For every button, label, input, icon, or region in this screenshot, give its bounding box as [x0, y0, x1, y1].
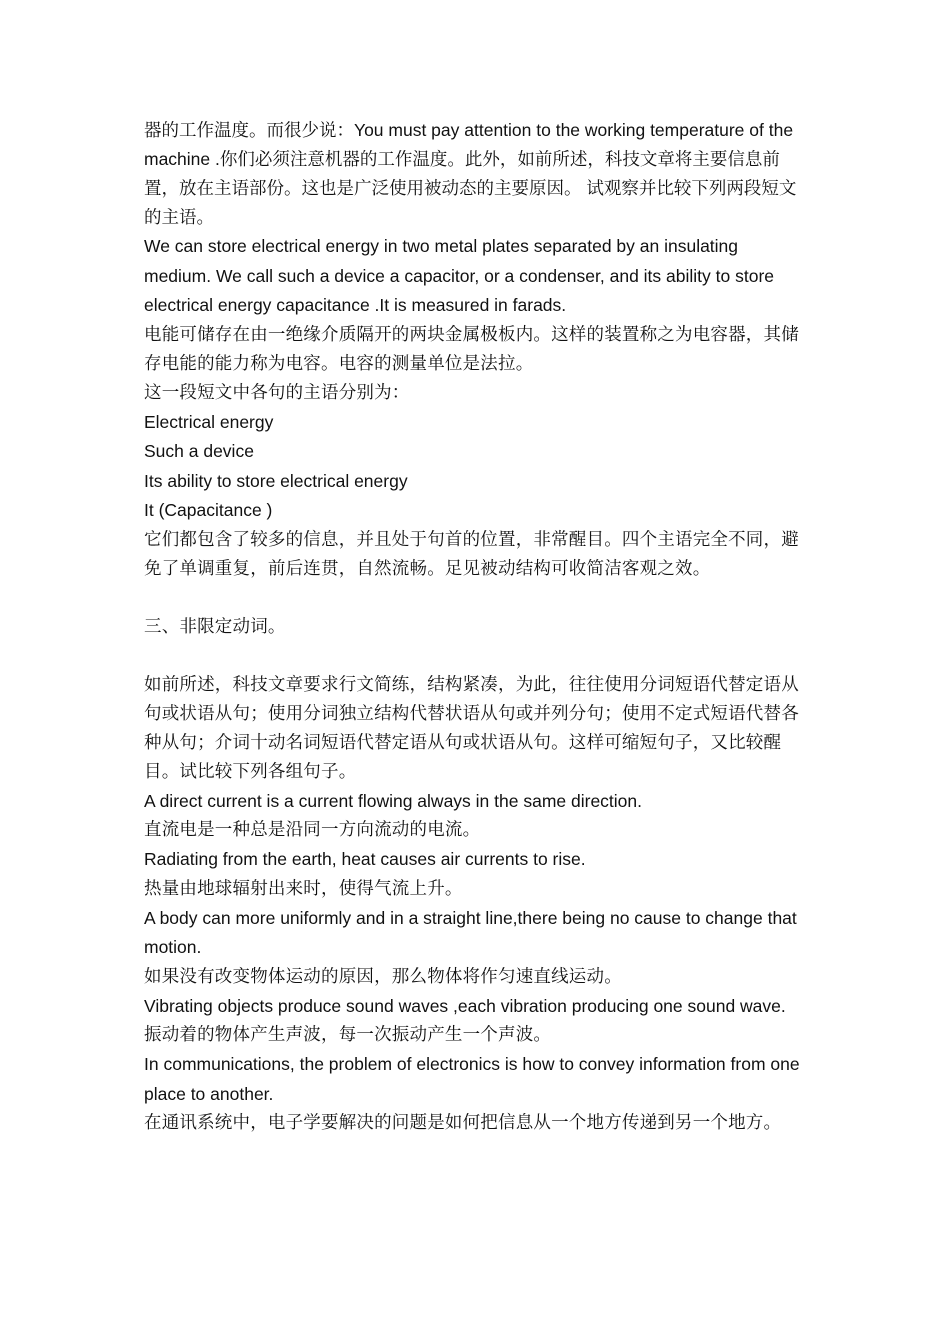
- paragraph-subjects-intro: 这一段短文中各句的主语分别为：: [144, 382, 410, 403]
- subject-line: Electrical energy: [144, 411, 274, 432]
- example-chinese: 如果没有改变物体运动的原因，那么物体将作匀速直线运动。: [144, 966, 622, 987]
- subject-line: Such a device: [144, 441, 254, 461]
- subject-line: Its ability to store electrical energy: [144, 470, 408, 491]
- example-english: In communications, the problem of electronics is how to convey information from one place to another.: [144, 1054, 800, 1104]
- section-heading: 三、非限定动词。: [144, 616, 286, 637]
- subject-line: It (Capacitance ): [144, 500, 273, 520]
- example-english: Vibrating objects produce sound waves ,each vibration producing one sound wave.: [144, 995, 786, 1016]
- example-chinese: 振动着的物体产生声波，每一次振动产生一个声波。: [144, 1025, 552, 1045]
- paragraph-nonfinite-intro: 如前所述，科技文章要求行文简练，结构紧凑，为此，往往使用分词短语代替定语从句或状语从句；使用分词独立结构代替状语从句或并列分句；使用不定式短语代替各种从句；介词十动名词短语代替定语从句或状语从句。这样可缩短句子，又比较醒目。试比较下列各组句子。: [144, 674, 799, 782]
- example-chinese: 直流电是一种总是沿同一方向流动的电流。: [144, 820, 481, 840]
- spacer: [144, 584, 809, 613]
- document-page: [144, 116, 809, 1138]
- paragraph-chinese-capacitor: 电能可储存在由一绝缘介质隔开的两块金属极板内。这样的装置称之为电容器，其储存电能的能力称为电容。电容的测量单位是法拉。: [144, 324, 799, 374]
- paragraph-english-capacitor: We can store electrical energy in two metal plates separated by an insulating medium. We call such a device a capacitor, or a condenser, and its ability to store electrical energy capacitance .It is measured in farads.: [144, 236, 774, 315]
- paragraph-intro: 器的工作温度。而很少说：You must pay attention to the working temperature of the machine .你们必须注意机器的工作温度。此外，如前所述，科技文章将主要信息前置，放在主语部份。这也是广泛使用被动态的主要原因。 试观察并比较下列两段短文的主语。: [144, 120, 797, 227]
- example-chinese: 在通讯系统中，电子学要解决的问题是如何把信息从一个地方传递到另一个地方。: [144, 1113, 782, 1133]
- paragraph-subjects-summary: 它们都包含了较多的信息，并且处于句首的位置，非常醒目。四个主语完全不同，避免了单调重复，前后连贯，自然流畅。足见被动结构可收简洁客观之效。: [144, 529, 799, 579]
- example-chinese: 热量由地球辐射出来时，使得气流上升。: [144, 878, 463, 899]
- example-english: A direct current is a current flowing always in the same direction.: [144, 790, 642, 811]
- example-english: Radiating from the earth, heat causes air currents to rise.: [144, 849, 586, 869]
- spacer: [144, 642, 809, 671]
- example-english: A body can more uniformly and in a straight line,there being no cause to change that motion.: [144, 907, 797, 957]
